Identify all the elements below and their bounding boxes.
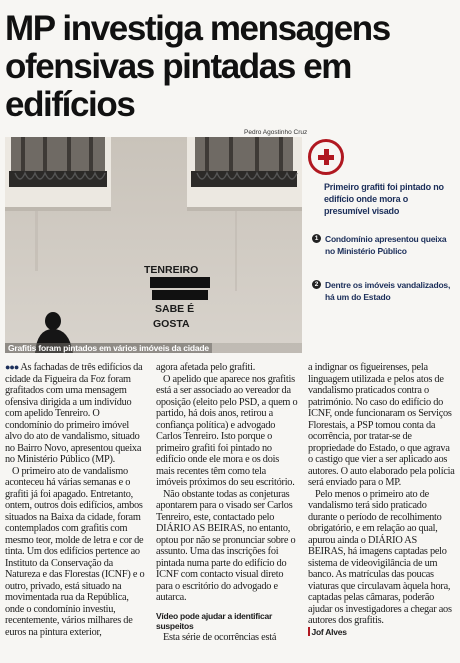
sidebar-item xyxy=(312,279,452,303)
headline: MP investiga mensagens ofensivas pintadas em edifícios xyxy=(5,9,390,124)
graffiti-censor-bar xyxy=(152,290,208,300)
paragraph: O apelido que aparece nos grafitis está a ser associado ao vereador da oposição (eleito pelo PSD, a quem o partido, há dois anos, retirou a confiança política) e advogado Carlos Tenreiro. Isto porque o primeiro grafiti foi pintado no edifício onde ele mora e os dois mais recentes têm como tela imóveis próximos do seu escritório. xyxy=(156,373,298,488)
paragraph: a indignar os figueirenses, pela linguagem utilizada e pelos atos de vandalismo praticados contra o património. No caso do edifício do ICNF, onde funcionaram os Serviços Florestais, a PSP tomou conta da ocorrência, por tratar-se de propriedade do Estado, o que agrava o castigo que vier a ser aplicado aos autores. O auto elaborado pela polícia será enviado para o MP. xyxy=(308,362,455,488)
paragraph: Não obstante todas as conjeturas apontarem para o visado ser Carlos Tenreiro, este, contactado pelo DIÁRIO AS BEIRAS, no entanto, optou por não se pronunciar sobre o assunto. Uma das inscrições foi pintada numa parte do edifício do ICNF com contacto visual direto para o escritório do advogado e autarca. xyxy=(156,488,296,603)
graffiti-word-1: TENREIRO xyxy=(144,264,199,276)
paragraph: O primeiro ato de vandalismo aconteceu há várias semanas e o grafiti já foi apagado. Entretanto, ontem, outros dois edifícios, ambos situados na Baixa da cidade, foram contemplados com grafitis com mesmo teor, molde de letra e cor de tinta. Um dos edifícios pertence ao Instituto da Conservação da Natureza e das Florestas (ICNF) e o outro, privado, está situado na movimentada rua da República, onde o condomínio investiu, recentemente, vários milhares de euros na pintura exterior, xyxy=(5,465,145,638)
sidebar-item-text: Condomínio apresentou queixa no Ministério Público xyxy=(325,234,447,256)
byline-bar-icon xyxy=(308,627,310,636)
sidebar-item xyxy=(312,233,452,257)
plus-icon xyxy=(308,139,344,175)
article-column-3 xyxy=(308,362,456,638)
subheading: Vídeo pode ajudar a identificar suspeitos xyxy=(156,610,272,631)
article-column-1 xyxy=(5,362,148,638)
lead-bullets-icon: ●●● xyxy=(5,362,19,372)
paragraph: ●●● As fachadas de três edifícios da cidade da Figueira da Foz foram grafitados com uma mensagem ofensiva dirigida a um indivíduo com apelido Tenreiro. O condomínio do primeiro imóvel alvo do ato de vandalismo, situado no Bairro Novo, apresentou queixa no Ministério Público (MP). xyxy=(5,362,143,465)
article-photo xyxy=(5,137,302,353)
sidebar-item-text: Dentre os imóveis vandalizados, há um do Estado xyxy=(325,280,451,302)
photo-credit: Pedro Agostinho Cruz xyxy=(244,129,308,136)
paragraph: agora afetada pelo grafiti. xyxy=(156,362,256,373)
graffiti-censor-bar xyxy=(150,277,210,288)
article-column-2 xyxy=(156,362,299,643)
byline: Jof Alves xyxy=(308,627,456,639)
paragraph: Esta série de ocorrências está xyxy=(163,631,277,643)
graffiti-word-3: GOSTA xyxy=(153,318,190,330)
sidebar-item-number: 2 xyxy=(312,280,321,289)
graffiti-word-2: SABE É xyxy=(155,303,195,315)
paragraph: Pelo menos o primeiro ato de vandalismo terá sido praticado durante o período de recolhimento obrigatório, e em relação ao qual, apurou ainda o DIÁRIO AS BEIRAS, há imagens captadas pelo sistema de videovigilância de um banco. As matrículas das poucas viaturas que circulavam àquela hora, captadas pelas câmaras, poderão ajudar os investigadores a chegar aos autores dos grafitis. xyxy=(308,488,452,626)
graffiti-wall-illustration xyxy=(5,137,302,353)
photo-caption: Grafitis foram pintados em vários imóveis da cidade xyxy=(5,343,212,353)
sidebar-lead: Primeiro grafiti foi pintado no edifício onde mora o presumível visado xyxy=(324,182,444,216)
sidebar-item-number: 1 xyxy=(312,234,321,243)
